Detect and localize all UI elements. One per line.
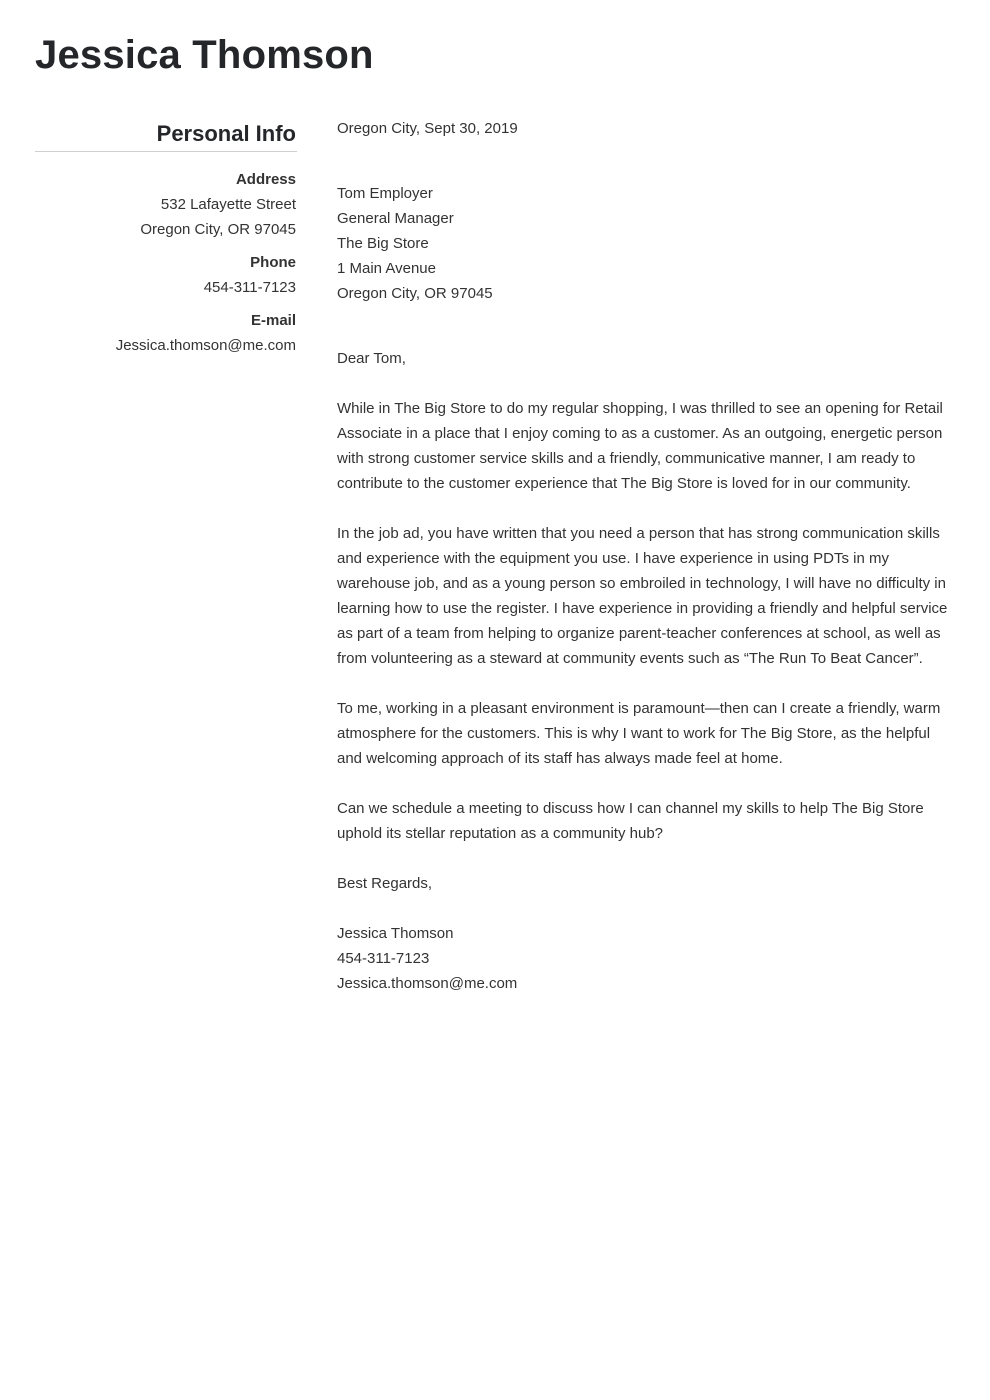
- letter-paragraph: To me, working in a pleasant environment is paramount—then can I create a friendly, warm atmosphere for the customers. This is why I want to work for The Big Store, as the helpful and welcoming approach of its staff has always made feel at home.: [337, 700, 941, 767]
- personal-info-sidebar: [35, 118, 297, 358]
- closing: Best Regards,: [337, 875, 433, 892]
- letter-date: Oregon City, Sept 30, 2019: [337, 120, 518, 137]
- applicant-name: Jessica Thomson: [35, 33, 374, 77]
- letter-paragraph: While in The Big Store to do my regular shopping, I was thrilled to see an opening for Retail Associate in a place that I enjoy coming to as a customer. As an outgoing, energetic person with strong customer service skills and a friendly, communicative manner, I am ready to contribute to the customer experience that The Big Store is loved for in our community.: [337, 400, 943, 492]
- phone-label: Phone: [250, 254, 296, 271]
- signature-phone: 454-311-7123: [337, 950, 430, 967]
- email-group: [35, 308, 297, 358]
- address-line-2: Oregon City, OR 97045: [140, 221, 296, 238]
- signature-email: Jessica.thomson@me.com: [337, 975, 518, 992]
- email-label: E-mail: [250, 312, 296, 329]
- address-group: [35, 167, 297, 242]
- recipient-line: 1 Main Avenue: [337, 260, 436, 277]
- signature-block: [337, 921, 957, 996]
- letter-body: [337, 116, 957, 996]
- phone-group: [35, 250, 297, 300]
- recipient-block: [337, 181, 957, 306]
- recipient-line: Oregon City, OR 97045: [337, 285, 493, 302]
- letter-paragraph: Can we schedule a meeting to discuss how I can channel my skills to help The Big Store uphold its stellar reputation as a community hub?: [337, 800, 924, 842]
- letter-paragraph: In the job ad, you have written that you need a person that has strong communication skills and experience with the equipment you use. I have experience in using PDTs in my warehouse job, and as a young person so embroiled in technology, I will have no difficulty in learning how to use the register. I have experience in providing a friendly and helpful service as part of a team from helping to organize parent-teacher conferences at school, as well as from volunteering as a steward at community events such as “The Run To Beat Cancer”.: [337, 525, 948, 667]
- salutation: Dear Tom,: [337, 350, 406, 367]
- recipient-line: The Big Store: [337, 235, 429, 252]
- phone-value: 454-311-7123: [203, 279, 296, 296]
- address-line-1: 532 Lafayette Street: [160, 196, 296, 213]
- recipient-line: General Manager: [337, 210, 454, 227]
- personal-info-title: Personal Info: [35, 118, 297, 152]
- address-label: Address: [235, 171, 296, 188]
- recipient-line: Tom Employer: [337, 185, 433, 202]
- signature-name: Jessica Thomson: [337, 925, 454, 942]
- email-value: Jessica.thomson@me.com: [115, 337, 296, 354]
